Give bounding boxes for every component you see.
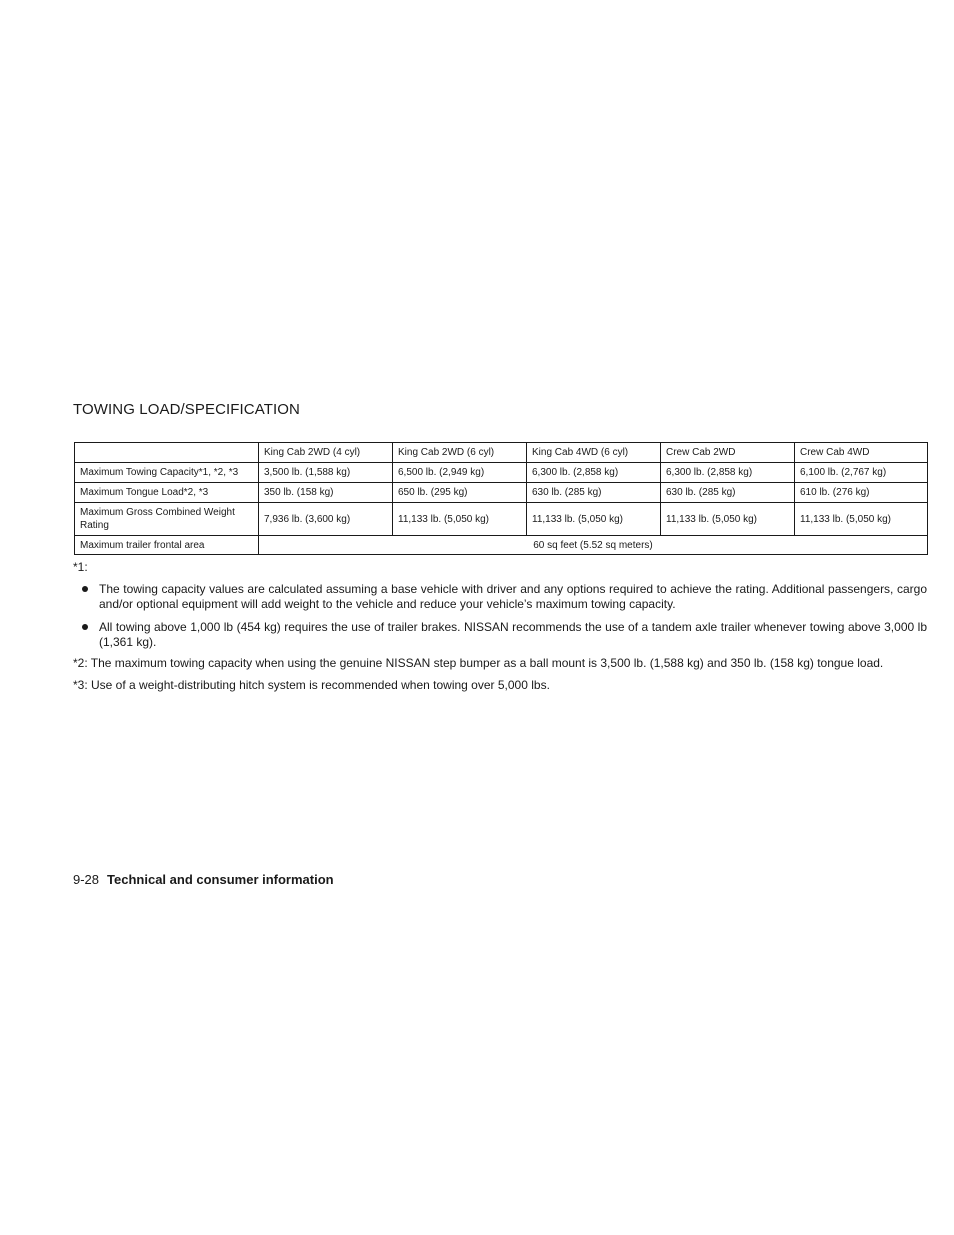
table-cell: 6,100 lb. (2,767 kg)	[795, 463, 928, 483]
table-cell: 7,936 lb. (3,600 kg)	[259, 503, 393, 536]
header-cell: King Cab 2WD (6 cyl)	[393, 443, 527, 463]
row-label: Maximum Tongue Load*2, *3	[75, 483, 259, 503]
table-cell: 630 lb. (285 kg)	[661, 483, 795, 503]
note-1-bullet	[82, 582, 927, 612]
table-cell: 6,300 lb. (2,858 kg)	[661, 463, 795, 483]
table-cell-merged: 60 sq feet (5.52 sq meters)	[259, 536, 928, 555]
header-cell-empty	[75, 443, 259, 463]
table-cell: 3,500 lb. (1,588 kg)	[259, 463, 393, 483]
bullet-text: All towing above 1,000 lb (454 kg) requires the use of trailer brakes. NISSAN recommends the use of a tandem axle trailer whenever towing above 3,000 lb (1,361 kg).	[99, 620, 927, 649]
table-cell: 11,133 lb. (5,050 kg)	[795, 503, 928, 536]
header-cell: King Cab 2WD (4 cyl)	[259, 443, 393, 463]
note-3: *3: Use of a weight-distributing hitch system is recommended when towing over 5,000 lbs.	[73, 678, 550, 692]
note-2: *2: The maximum towing capacity when using the genuine NISSAN step bumper as a ball mount is 3,500 lb. (1,588 kg) and 350 lb. (158 kg) tongue load.	[73, 656, 884, 670]
table-cell: 11,133 lb. (5,050 kg)	[661, 503, 795, 536]
table-row	[75, 503, 928, 536]
table-cell: 11,133 lb. (5,050 kg)	[527, 503, 661, 536]
note-1-label: *1:	[73, 560, 88, 574]
table-cell: 350 lb. (158 kg)	[259, 483, 393, 503]
row-label: Maximum trailer frontal area	[75, 536, 259, 555]
table-row	[75, 536, 928, 555]
section-title: TOWING LOAD/SPECIFICATION	[73, 401, 300, 418]
bullet-icon	[82, 624, 88, 630]
table-cell: 6,300 lb. (2,858 kg)	[527, 463, 661, 483]
table-cell: 11,133 lb. (5,050 kg)	[393, 503, 527, 536]
row-label: Maximum Towing Capacity*1, *2, *3	[75, 463, 259, 483]
table-row	[75, 463, 928, 483]
table-cell: 650 lb. (295 kg)	[393, 483, 527, 503]
row-label: Maximum Gross Combined Weight Rating	[75, 503, 259, 536]
table-cell: 630 lb. (285 kg)	[527, 483, 661, 503]
table-cell: 6,500 lb. (2,949 kg)	[393, 463, 527, 483]
page-number: 9-28	[73, 872, 100, 887]
note-1-bullet	[82, 620, 927, 650]
footer-section-title: Technical and consumer information	[107, 872, 334, 887]
header-cell: Crew Cab 4WD	[795, 443, 928, 463]
towing-spec-table	[74, 442, 928, 555]
page-footer	[73, 872, 334, 887]
header-cell: Crew Cab 2WD	[661, 443, 795, 463]
table-row	[75, 483, 928, 503]
bullet-icon	[82, 586, 88, 592]
bullet-text: The towing capacity values are calculated assuming a base vehicle with driver and any options required to achieve the rating. Additional passengers, cargo and/or optional equipment will add weight to the vehicle and reduce your vehicle’s maximum towing capacity.	[99, 582, 927, 611]
table-cell: 610 lb. (276 kg)	[795, 483, 928, 503]
table-header-row	[75, 443, 928, 463]
header-cell: King Cab 4WD (6 cyl)	[527, 443, 661, 463]
